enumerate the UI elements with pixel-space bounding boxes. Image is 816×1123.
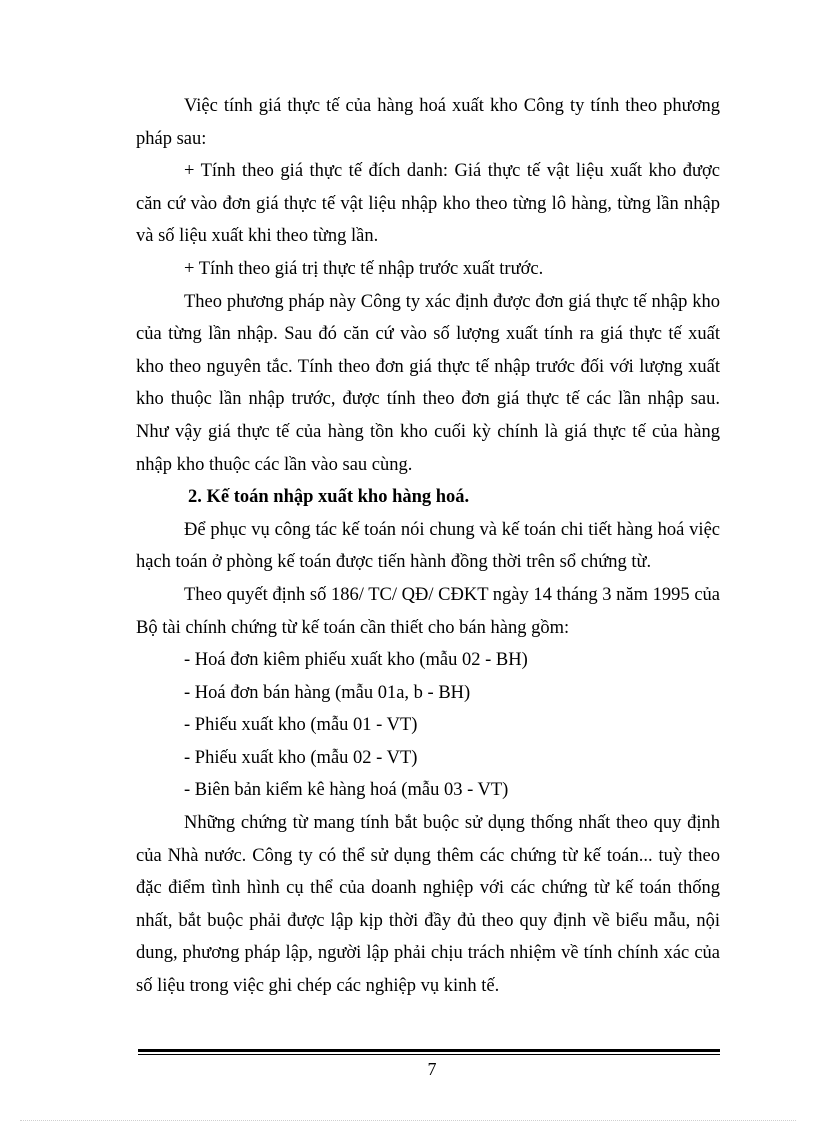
paragraph-accounting-service: Để phục vụ công tác kế toán nói chung và kế toán chi tiết hàng hoá việc hạch toán ở phòng kế toán được tiến hành đồng thời trên sổ chứng từ. [136,519,720,573]
page-edge-divider [20,1120,796,1121]
paragraph-decision-reference: Theo quyết định số 186/ TC/ QĐ/ CĐKT ngày 14 tháng 3 năm 1995 của Bộ tài chính chứng từ kế toán cần thiết cho bán hàng gồm: [136,584,720,638]
page-number: 7 [427,1059,437,1079]
paragraph-valuation-intro: Việc tính giá thực tế của hàng hoá xuất kho Công ty tính theo phương pháp sau: [136,96,720,149]
list-item: - Hoá đơn kiêm phiếu xuất kho (mẫu 02 - BH) [184,650,528,671]
paragraph-method-explanation: Theo phương pháp này Công ty xác định được đơn giá thực tế nhập kho của từng lần nhập. Sau đó căn cứ vào số lượng xuất tính ra giá thực tế xuất kho theo nguyên tắc. Tính theo đơn giá thực tế nhập trước đối với lượng xuất kho thuộc lần nhập trước, được tính theo đơn giá thực tế các lần nhập sau. Như vậy giá thực tế của hàng tồn kho cuối kỳ chính là giá thực tế của hàng nhập kho thuộc các lần vào sau cùng. [136,291,720,475]
list-item: - Biên bản kiểm kê hàng hoá (mẫu 03 - VT) [184,780,509,801]
page-body [136,90,720,1003]
footer-divider-thick [138,1049,720,1052]
documents-list [136,644,720,807]
paragraph-specific-identification: + Tính theo giá thực tế đích danh: Giá thực tế vật liệu xuất kho được căn cứ vào đơn giá thực tế vật liệu nhập kho theo từng lô hàng, từng lần nhập và số liệu xuất khi theo từng lần. [136,161,720,247]
section-heading: 2. Kế toán nhập xuất kho hàng hoá. [188,487,470,508]
footer-divider-thin [138,1054,720,1055]
paragraph-closing: Những chứng từ mang tính bắt buộc sử dụng thống nhất theo quy định của Nhà nước. Công ty có thể sử dụng thêm các chứng từ kế toán... tuỳ theo đặc điểm tình hình cụ thể của doanh nghiệp với các chứng từ kế toán thống nhất, bắt buộc phải được lập kịp thời đầy đủ theo quy định về biểu mẫu, nội dung, phương pháp lập, người lập phải chịu trách nhiệm về tính chính xác của số liệu trong việc ghi chép các nghiệp vụ kinh tế. [136,813,720,997]
list-item: - Phiếu xuất kho (mẫu 01 - VT) [184,715,418,736]
paragraph-fifo: + Tính theo giá trị thực tế nhập trước xuất trước. [184,258,544,279]
list-item: - Phiếu xuất kho (mẫu 02 - VT) [184,747,418,768]
list-item: - Hoá đơn bán hàng (mẫu 01a, b - BH) [184,682,471,703]
